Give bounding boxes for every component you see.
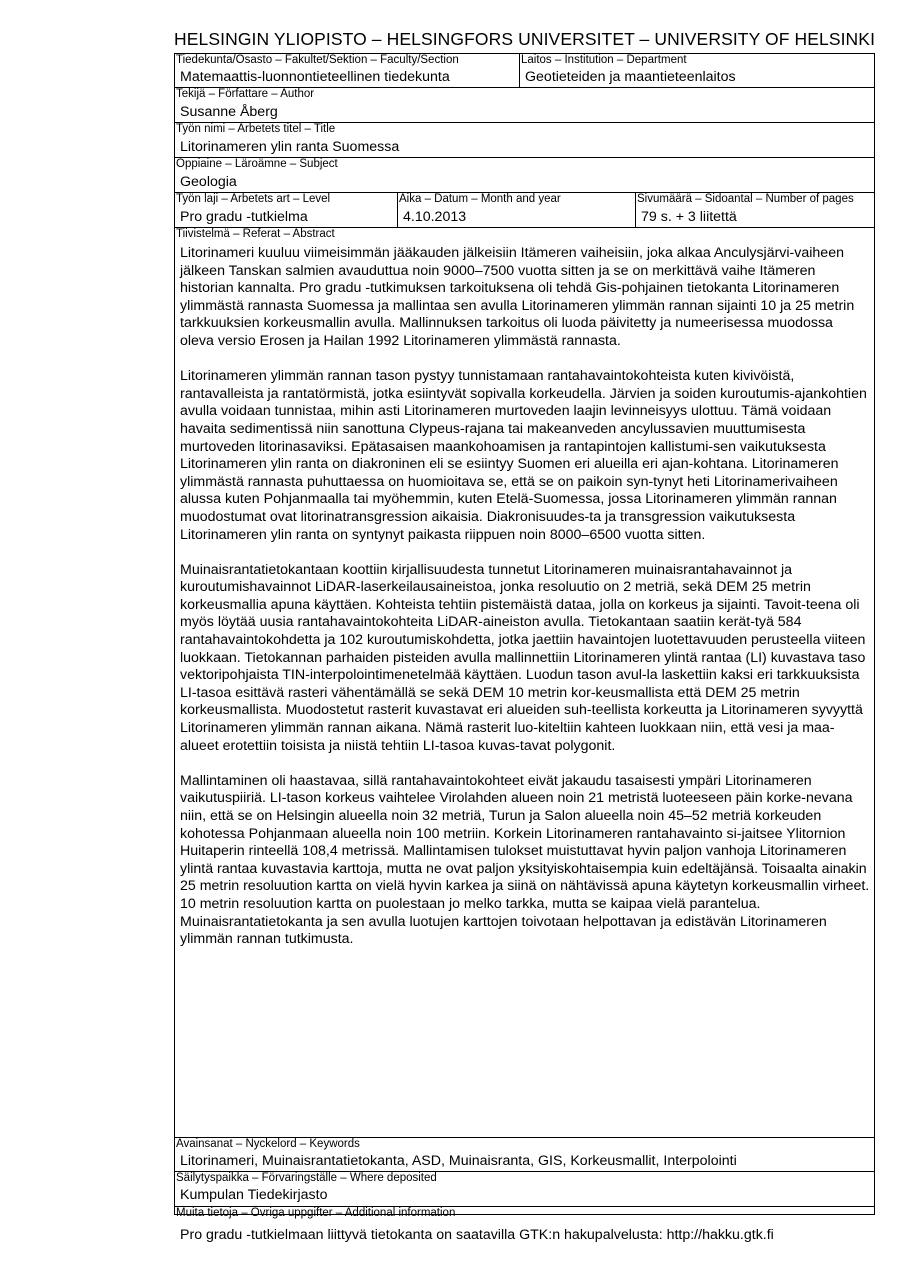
abstract-row (175, 228, 874, 1138)
date-label: Aika – Datum – Month and year (399, 193, 561, 205)
title-row (175, 123, 874, 158)
abstract-label: Tiivistelmä – Referat – Abstract (176, 228, 335, 240)
abstract-paragraph: Litorinameren ylimmän rannan tason pystyy tunnistamaan rantahavaintokohteista kuten kivivöistä, rantavalleista ja rantatörmistä, jotka esiintyvät sopivalla korkeudella. Järvien ja soiden kuroutumis-ajankohtien avulla voidaan tunnistaa, mihin asti Litorinameren murtoveden laajin levinneisyys ulottuu. Tämä voidaan havaita sedimentissä niin sanottuna Clypeus-rajana tai makeanveden ancylussavien muuttumisesta murtoveden litorinasaviksi. Epätasaisen maankohoamisen ja rantapintojen kallistumi-sen vaikutuksesta Litorinameren ylin ranta on diakroninen eli se esiintyy Suomen eri alueilla eri ajan-kohtana. Litorinameren ylimmästä rannasta puhuttaessa on huomioitava se, että se on paikoin syn-tynyt heti Litorinamerivaiheen alussa kuten Pohjanmaalla tai myöhemmin, kuten Etelä-Suomessa, jossa Litorinameren ylimmän rannan muodostumat ovat litorinatransgression aikaisia. Diakronisuudes-ta ja transgression vaikutuksesta Litorinameren ylin ranta on syntynyt paikasta riippuen noin 8000–6500 vuotta sitten. (180, 368, 867, 543)
abstract-paragraph: Mallintaminen oli haastavaa, sillä rantahavaintokohteet eivät jakaudu tasaisesti ympäri Litorinameren vaikutuspiiriä. LI-tason korkeus vaihtelee Virolahden alueen noin 21 metristä luoteeseen päin korke-nevana niin, että se on Helsingin alueella noin 32 metriä, Turun ja Salon alueella noin 45–52 metriä korkeuden kohotessa Pohjanmaan alueella noin 100 metriin. Korkein Litorinameren rantahavainto si-jaitsee Ylitornion Huitaperin rinteellä 108,4 metrissä. Mallintamisen tulokset muistuttavat hyvin paljon vanhoja Litorinameren ylintä rantaa kuvastavia karttoja, mutta ne ovat paljon yksityiskohtaisempia kuin edeltäjänsä. Toisaalta ainakin 25 metrin resoluution kartta on vielä hyvin karkea ja siinä on nähtävissä apuna käytetyn korkeusmallin virheet. 10 metrin resoluution kartta on puolestaan jo melko tarkka, mutta se kaipaa vielä parantelua. Muinaisrantatietokanta ja sen avulla luotujen karttojen toivotaan helpottavan ja edistävän Litorinameren ylimmän rannan tutkimusta. (180, 772, 870, 948)
faculty-value: Matemaattis-luonnontieteellinen tiedekunta (180, 69, 450, 85)
title-value: Litorinameren ylin ranta Suomessa (180, 139, 400, 155)
level-value: Pro gradu -tutkielma (180, 209, 308, 225)
date-cell (397, 193, 635, 227)
keywords-label: Avainsanat – Nyckelord – Keywords (176, 1138, 360, 1150)
additional-label: Muita tietoja – Övriga uppgifter – Additional information (176, 1207, 456, 1219)
deposited-value: Kumpulan Tiedekirjasto (180, 1187, 328, 1203)
subject-row (175, 158, 874, 193)
date-value: 4.10.2013 (403, 209, 467, 225)
department-value: Geotieteiden ja maantieteenlaitos (525, 69, 736, 85)
faculty-cell (175, 54, 519, 87)
level-date-pages-row (175, 193, 874, 228)
additional-row (175, 1207, 874, 1243)
title-label: Työn nimi – Arbetets titel – Title (176, 123, 336, 135)
abstract-paragraph: Muinaisrantatietokantaan koottiin kirjallisuudesta tunnetut Litorinameren muinaisrantahavainnot ja kuroutumishavainnot LiDAR-laserkeilausaineistoa, jonka resoluutio on 2 metriä, sekä DEM 25 metrin korkeusmallia apuna käyttäen. Kohteista tehtiin pistemäistä dataa, jolla on korkeus ja sijainti. Tavoit-teena oli myös löytää uusia rantahavaintokohteita LiDAR-aineiston avulla. Tietokantaan saatiin kerät-tyä 584 rantahavaintokohdetta ja 102 kuroutumiskohdetta, jotka jaettiin havaintojen luotettavuuden perusteella viiteen luokkaan. Tietokannan parhaiden pisteiden avulla mallinnettiin Litorinameren ylintä rantaa (LI) kuvastava taso vektoripohjaista TIN-interpolointimenetelmää käyttäen. Luodun tason avul-la laskettiin kaksi eri tarkkuuksista LI-tasoa esittävä rasteri vähentämällä se sekä DEM 10 metrin kor-keusmallista että DEM 25 metrin korkeusmallista. Muodostetut rasterit kuvastavat eri alueiden suh-teellista korkeutta ja Litorinameren syvyyttä Litorinameren ylimmän rannan aikana. Nämä rasterit luo-kiteltiin kahteen luokkaan niin, että vesi ja maa-alueet erotettiin toisista ja niistä tehtiin LI-tasoa kuvas-tavat polygonit. (180, 561, 866, 754)
pages-value: 79 s. + 3 liitettä (641, 209, 737, 225)
faculty-label: Tiedekunta/Osasto – Fakultet/Sektion – Faculty/Section (176, 54, 459, 66)
keywords-value: Litorinameri, Muinaisrantatietokanta, ASD, Muinaisranta, GIS, Korkeusmallit, Interpolointi (180, 1153, 737, 1169)
pages-cell (635, 193, 874, 227)
department-label: Laitos – Institution – Department (521, 54, 687, 66)
university-header: HELSINGIN YLIOPISTO – HELSINGFORS UNIVERSITET – UNIVERSITY OF HELSINKI (174, 29, 876, 49)
subject-value: Geologia (180, 174, 237, 190)
abstract-form (174, 53, 875, 1243)
faculty-department-row (175, 54, 874, 88)
author-value: Susanne Åberg (180, 104, 278, 120)
keywords-row (175, 1138, 874, 1172)
additional-value: Pro gradu -tutkielmaan liittyvä tietokanta on saatavilla GTK:n hakupalvelusta: http://hakku.gtk.fi (180, 1227, 774, 1243)
level-label: Työn laji – Arbetets art – Level (176, 193, 331, 205)
deposited-row (175, 1172, 874, 1207)
level-cell (175, 193, 397, 227)
abstract-paragraph: Litorinameri kuuluu viimeisimmän jääkauden jälkeisiin Itämeren vaiheisiin, joka alkaa Anculysjärvi-vaiheen jälkeen Tanskan salmien avauduttua noin 9000–7500 vuotta sitten ja se on merkittävä vaihe Itämeren historian kannalta. Pro gradu -tutkimuksen tarkoituksena oli tehdä Gis-pohjainen tietokanta Litorinameren ylimmästä rannasta Suomessa ja mallintaa sen avulla Litorinameren ylimmän rannan sijainti 10 ja 25 metrin tarkkuuksien korkeusmallin avulla. Mallinnuksen tarkoitus oli luoda päivitetty ja numeerisessa muodossa oleva versio Erosen ja Hailan 1992 Litorinameren ylimmästä rannasta. (180, 245, 855, 349)
pages-label: Sivumäärä – Sidoantal – Number of pages (637, 193, 854, 205)
department-cell (519, 54, 874, 87)
deposited-label: Säilytyspaikka – Förvaringställe – Where deposited (176, 1172, 437, 1184)
subject-label: Oppiaine – Läroämne – Subject (176, 158, 338, 170)
author-label: Tekijä – Författare – Author (176, 88, 315, 100)
author-row (175, 88, 874, 123)
abstract-body (180, 245, 870, 966)
